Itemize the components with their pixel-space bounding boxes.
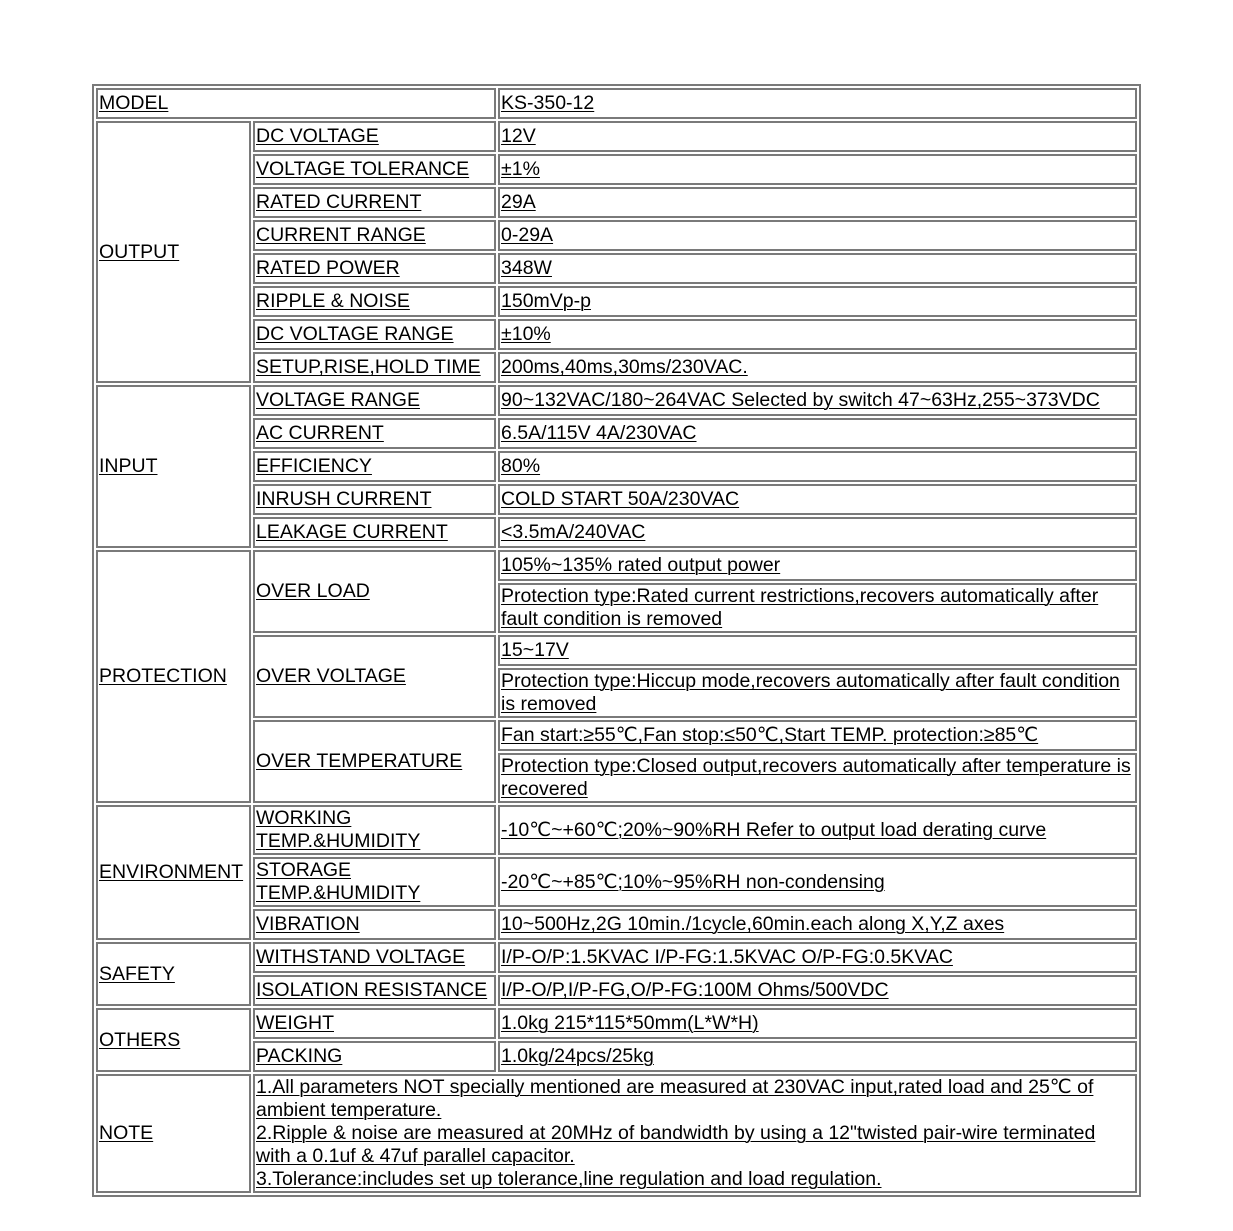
param-value: 12V [498, 121, 1137, 152]
section-output-label: OUTPUT [96, 121, 251, 383]
section-input-label: INPUT [96, 385, 251, 548]
table-row [96, 1008, 1137, 1039]
param-value: 90~132VAC/180~264VAC Selected by switch 47~63Hz,255~373VDC [498, 385, 1137, 416]
table-row [96, 418, 1137, 449]
section-safety-label: SAFETY [96, 942, 251, 1006]
param-name: EFFICIENCY [253, 451, 496, 482]
param-value: 29A [498, 187, 1137, 218]
table-row [96, 253, 1137, 284]
param-name: VOLTAGE RANGE [253, 385, 496, 416]
table-row [96, 352, 1137, 383]
table-row [96, 88, 1137, 119]
param-name: DC VOLTAGE RANGE [253, 319, 496, 350]
table-row [96, 220, 1137, 251]
param-name: VIBRATION [253, 909, 496, 940]
param-name: VOLTAGE TOLERANCE [253, 154, 496, 185]
param-name: DC VOLTAGE [253, 121, 496, 152]
param-value: 80% [498, 451, 1137, 482]
note-line: 2.Ripple & noise are measured at 20MHz of bandwidth by using a 12"twisted pair-wire terminated with a 0.1uf & 47uf parallel capacitor. [256, 1122, 1096, 1167]
section-note-label: NOTE [96, 1074, 251, 1193]
table-row [96, 451, 1137, 482]
note-line: 1.All parameters NOT specially mentioned are measured at 230VAC input,rated load and 25℃ of ambient temperature. [256, 1076, 1094, 1121]
table-row [96, 805, 1137, 855]
table-row [96, 635, 1137, 666]
table-row [96, 942, 1137, 973]
table-row [96, 484, 1137, 515]
param-value: 200ms,40ms,30ms/230VAC. [498, 352, 1137, 383]
param-name: LEAKAGE CURRENT [253, 517, 496, 548]
model-label: MODEL [96, 88, 496, 119]
table-row [96, 154, 1137, 185]
param-value: <3.5mA/240VAC [498, 517, 1137, 548]
param-value: Protection type:Rated current restrictions,recovers automatically after fault condition is removed [498, 583, 1137, 633]
param-name: RATED POWER [253, 253, 496, 284]
param-value: ±10% [498, 319, 1137, 350]
note-text [253, 1074, 1137, 1193]
param-name: OVER LOAD [253, 550, 496, 633]
param-name: ISOLATION RESISTANCE [253, 975, 496, 1006]
param-name: WORKING TEMP.&HUMIDITY [253, 805, 496, 855]
table-row [96, 909, 1137, 940]
table-row [96, 121, 1137, 152]
param-name: RIPPLE & NOISE [253, 286, 496, 317]
param-name: PACKING [253, 1041, 496, 1072]
param-value: ±1% [498, 154, 1137, 185]
section-protection-label: PROTECTION [96, 550, 251, 803]
spec-table [92, 84, 1141, 1197]
table-row [96, 975, 1137, 1006]
param-value: -20℃~+85℃;10%~95%RH non-condensing [498, 857, 1137, 907]
param-value: I/P-O/P,I/P-FG,O/P-FG:100M Ohms/500VDC [498, 975, 1137, 1006]
table-row [96, 1041, 1137, 1072]
table-row [96, 550, 1137, 581]
table-row [96, 517, 1137, 548]
param-name: WITHSTAND VOLTAGE [253, 942, 496, 973]
table-row [96, 385, 1137, 416]
param-value: 10~500Hz,2G 10min./1cycle,60min.each along X,Y,Z axes [498, 909, 1137, 940]
model-value: KS-350-12 [498, 88, 1137, 119]
param-value: 105%~135% rated output power [498, 550, 1137, 581]
param-value: Protection type:Closed output,recovers automatically after temperature is recovered [498, 753, 1137, 803]
param-name: AC CURRENT [253, 418, 496, 449]
section-environment-label: ENVIRONMENT [96, 805, 251, 940]
param-value: I/P-O/P:1.5KVAC I/P-FG:1.5KVAC O/P-FG:0.5KVAC [498, 942, 1137, 973]
param-name: CURRENT RANGE [253, 220, 496, 251]
param-value: 1.0kg/24pcs/25kg [498, 1041, 1137, 1072]
table-row [96, 857, 1137, 907]
param-value: -10℃~+60℃;20%~90%RH Refer to output load derating curve [498, 805, 1137, 855]
param-value: 150mVp-p [498, 286, 1137, 317]
param-value: Fan start:≥55℃,Fan stop:≤50℃,Start TEMP. protection:≥85℃ [498, 720, 1137, 751]
param-name: STORAGE TEMP.&HUMIDITY [253, 857, 496, 907]
table-row [96, 187, 1137, 218]
table-row [96, 720, 1137, 751]
param-name: INRUSH CURRENT [253, 484, 496, 515]
param-value: 348W [498, 253, 1137, 284]
param-value: Protection type:Hiccup mode,recovers automatically after fault condition is removed [498, 668, 1137, 718]
note-line: 3.Tolerance:includes set up tolerance,line regulation and load regulation. [256, 1168, 882, 1190]
param-name: RATED CURRENT [253, 187, 496, 218]
param-name: WEIGHT [253, 1008, 496, 1039]
param-value: 15~17V [498, 635, 1137, 666]
table-row [96, 1074, 1137, 1193]
table-row [96, 319, 1137, 350]
param-value: 1.0kg 215*115*50mm(L*W*H) [498, 1008, 1137, 1039]
param-value: 6.5A/115V 4A/230VAC [498, 418, 1137, 449]
param-name: SETUP,RISE,HOLD TIME [253, 352, 496, 383]
param-name: OVER TEMPERATURE [253, 720, 496, 803]
param-value: COLD START 50A/230VAC [498, 484, 1137, 515]
section-others-label: OTHERS [96, 1008, 251, 1072]
param-name: OVER VOLTAGE [253, 635, 496, 718]
param-value: 0-29A [498, 220, 1137, 251]
table-row [96, 286, 1137, 317]
